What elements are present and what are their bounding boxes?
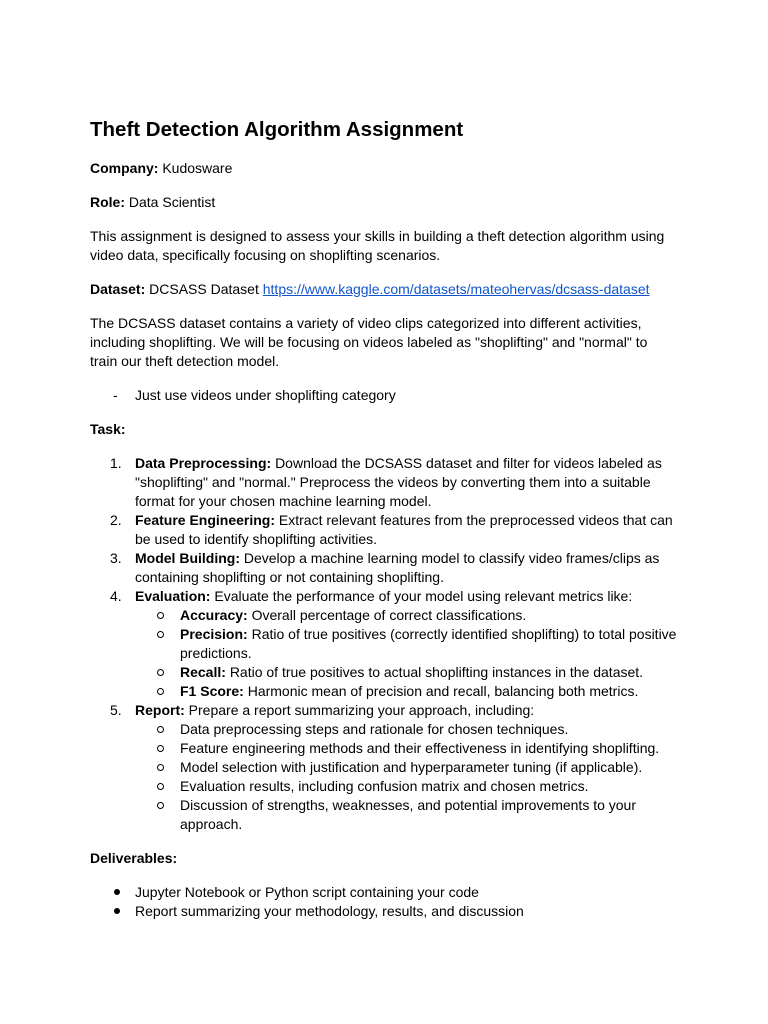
task-title: Data Preprocessing: [135, 455, 272, 471]
intro-paragraph: This assignment is designed to assess your skills in building a theft detection algorithm using video data, specifically focusing on shoplifting scenarios. [90, 228, 665, 263]
hollow-bullet-icon [157, 745, 164, 752]
note-text: Just use videos under shoplifting category [135, 387, 396, 403]
deliverables-list [90, 883, 678, 921]
task-number: 4. [110, 588, 122, 604]
task-title: Report: [135, 702, 185, 718]
company-line [90, 159, 678, 178]
task-title: Feature Engineering: [135, 512, 276, 528]
report-items-list [135, 720, 678, 834]
deliverables-heading: Deliverables: [90, 850, 178, 866]
task-text: Prepare a report summarizing your approach, including: [188, 702, 535, 718]
task-title: Model Building: [135, 550, 240, 566]
metric-text: Ratio of true positives to actual shoplifting instances in the dataset. [229, 664, 644, 680]
report-item [135, 739, 678, 758]
hollow-bullet-icon [157, 631, 164, 638]
dataset-line [90, 280, 678, 299]
report-item [135, 720, 678, 739]
task-text: Download the DCSASS dataset and filter for videos labeled as "shoplifting" and "normal." Preprocess the videos by converting them into a suitable format for your chosen machine learning model. [135, 455, 662, 509]
dash-marker: - [113, 387, 118, 403]
hollow-bullet-icon [157, 726, 164, 733]
company-value: Kudosware [162, 160, 233, 176]
task-item [90, 587, 678, 701]
page-title: Theft Detection Algorithm Assignment [90, 118, 464, 141]
metrics-list [135, 606, 678, 701]
metric-text: Overall percentage of correct classifications. [251, 607, 527, 623]
report-item-text: Evaluation results, including confusion matrix and chosen metrics. [180, 778, 589, 794]
task-number: 3. [110, 550, 122, 566]
deliverable-text: Report summarizing your methodology, results, and discussion [135, 903, 524, 919]
metric-title: F1 Score: [180, 683, 244, 699]
report-item [135, 777, 678, 796]
task-list [90, 454, 678, 834]
company-label: Company: [90, 160, 159, 176]
hollow-bullet-icon [157, 669, 164, 676]
metric-text: Harmonic mean of precision and recall, balancing both metrics. [247, 683, 639, 699]
report-item-text: Data preprocessing steps and rationale for chosen techniques. [180, 721, 569, 737]
dataset-link[interactable]: https://www.kaggle.com/datasets/mateohervas/dcsass-dataset [262, 281, 650, 297]
metric-item [135, 625, 678, 663]
report-item-text: Model selection with justification and hyperparameter tuning (if applicable). [180, 759, 643, 775]
dataset-label: Dataset: [90, 281, 146, 297]
task-title: Evaluation: [135, 588, 211, 604]
task-item [90, 549, 678, 587]
metric-title: Recall: [180, 664, 226, 680]
hollow-bullet-icon [157, 612, 164, 619]
hollow-bullet-icon [157, 764, 164, 771]
dataset-name: DCSASS Dataset [149, 281, 259, 297]
hollow-bullet-icon [157, 802, 164, 809]
task-number: 1. [110, 455, 122, 471]
bullet-icon [114, 889, 120, 895]
hollow-bullet-icon [157, 688, 164, 695]
metric-item [135, 663, 678, 682]
task-item [90, 701, 678, 834]
hollow-bullet-icon [157, 783, 164, 790]
deliverable-item [90, 902, 678, 921]
task-text: Develop a machine learning model to classify video frames/clips as containing shoplifting or not containing shoplifting. [135, 550, 660, 585]
report-item [135, 758, 678, 777]
task-number: 2. [110, 512, 122, 528]
report-item-text: Feature engineering methods and their effectiveness in identifying shoplifting. [180, 740, 660, 756]
metric-item [135, 682, 678, 701]
deliverable-item [90, 883, 678, 902]
role-value: Data Scientist [128, 194, 216, 210]
task-item [90, 511, 678, 549]
metric-title: Accuracy: [180, 607, 248, 623]
report-item [135, 796, 678, 834]
bullet-icon [114, 908, 120, 914]
dataset-description: The DCSASS dataset contains a variety of video clips categorized into different activities, including shoplifting. We will be focusing on videos labeled as "shoplifting" and "normal" to train our theft detection model. [90, 315, 648, 369]
task-text: Extract relevant features from the preprocessed videos that can be used to identify shoplifting activities. [135, 512, 673, 547]
role-line [90, 193, 678, 212]
task-heading: Task: [90, 421, 126, 437]
metric-text: Ratio of true positives (correctly identified shoplifting) to total positive predictions. [180, 626, 677, 661]
task-item [90, 454, 678, 511]
metric-item [135, 606, 678, 625]
report-item-text: Discussion of strengths, weaknesses, and potential improvements to your approach. [180, 797, 637, 832]
task-number: 5. [110, 702, 122, 718]
deliverable-text: Jupyter Notebook or Python script containing your code [135, 884, 479, 900]
role-label: Role: [90, 194, 125, 210]
task-text: Evaluate the performance of your model using relevant metrics like: [214, 588, 633, 604]
note-list [90, 386, 678, 405]
metric-title: Precision: [180, 626, 248, 642]
list-item [90, 386, 678, 405]
